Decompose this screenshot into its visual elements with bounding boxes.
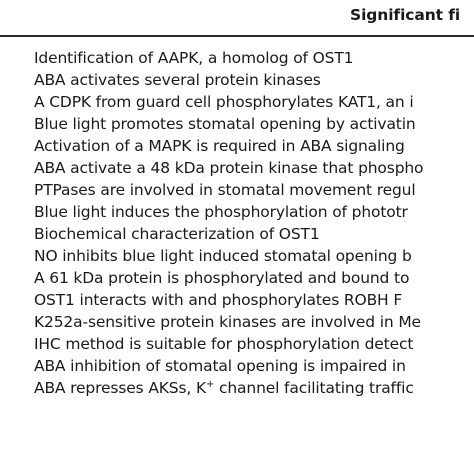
table-row: IHC method is suitable for phosphorylation detect [34,335,414,353]
table-row: A 61 kDa protein is phosphorylated and bound to [34,269,410,287]
table-row: PTPases are involved in stomatal movement regul [34,181,416,199]
table-row: Blue light induces the phosphorylation of phototr [34,203,408,221]
table-row: NO inhibits blue light induced stomatal opening b [34,247,412,265]
superscript-plus: + [205,379,215,390]
findings-list [34,47,423,399]
row-text-part: channel facilitating traffic [214,379,414,397]
table-row: ABA activate a 48 kDa protein kinase that phospho [34,159,424,177]
table-row: ABA inhibition of stomatal opening is impaired in [34,357,406,375]
table-row: OST1 interacts with and phosphorylates ROBH F [34,291,403,309]
row-text-part: ABA represses AKSs, K [34,379,206,397]
table-row: Biochemical characterization of OST1 [34,225,320,243]
table-row: Activation of a MAPK is required in ABA signaling [34,137,405,155]
header-rule [0,35,474,37]
table-row: ABA activates several protein kinases [34,71,321,89]
table-row: Blue light promotes stomatal opening by activatin [34,115,416,133]
column-header-significant-findings: Significant fi [350,6,461,24]
table-row: Identification of AAPK, a homolog of OST1 [34,49,354,67]
table-row: A CDPK from guard cell phosphorylates KAT1, an i [34,93,414,111]
table-row [34,377,423,399]
table-row: K252a-sensitive protein kinases are involved in Me [34,313,421,331]
